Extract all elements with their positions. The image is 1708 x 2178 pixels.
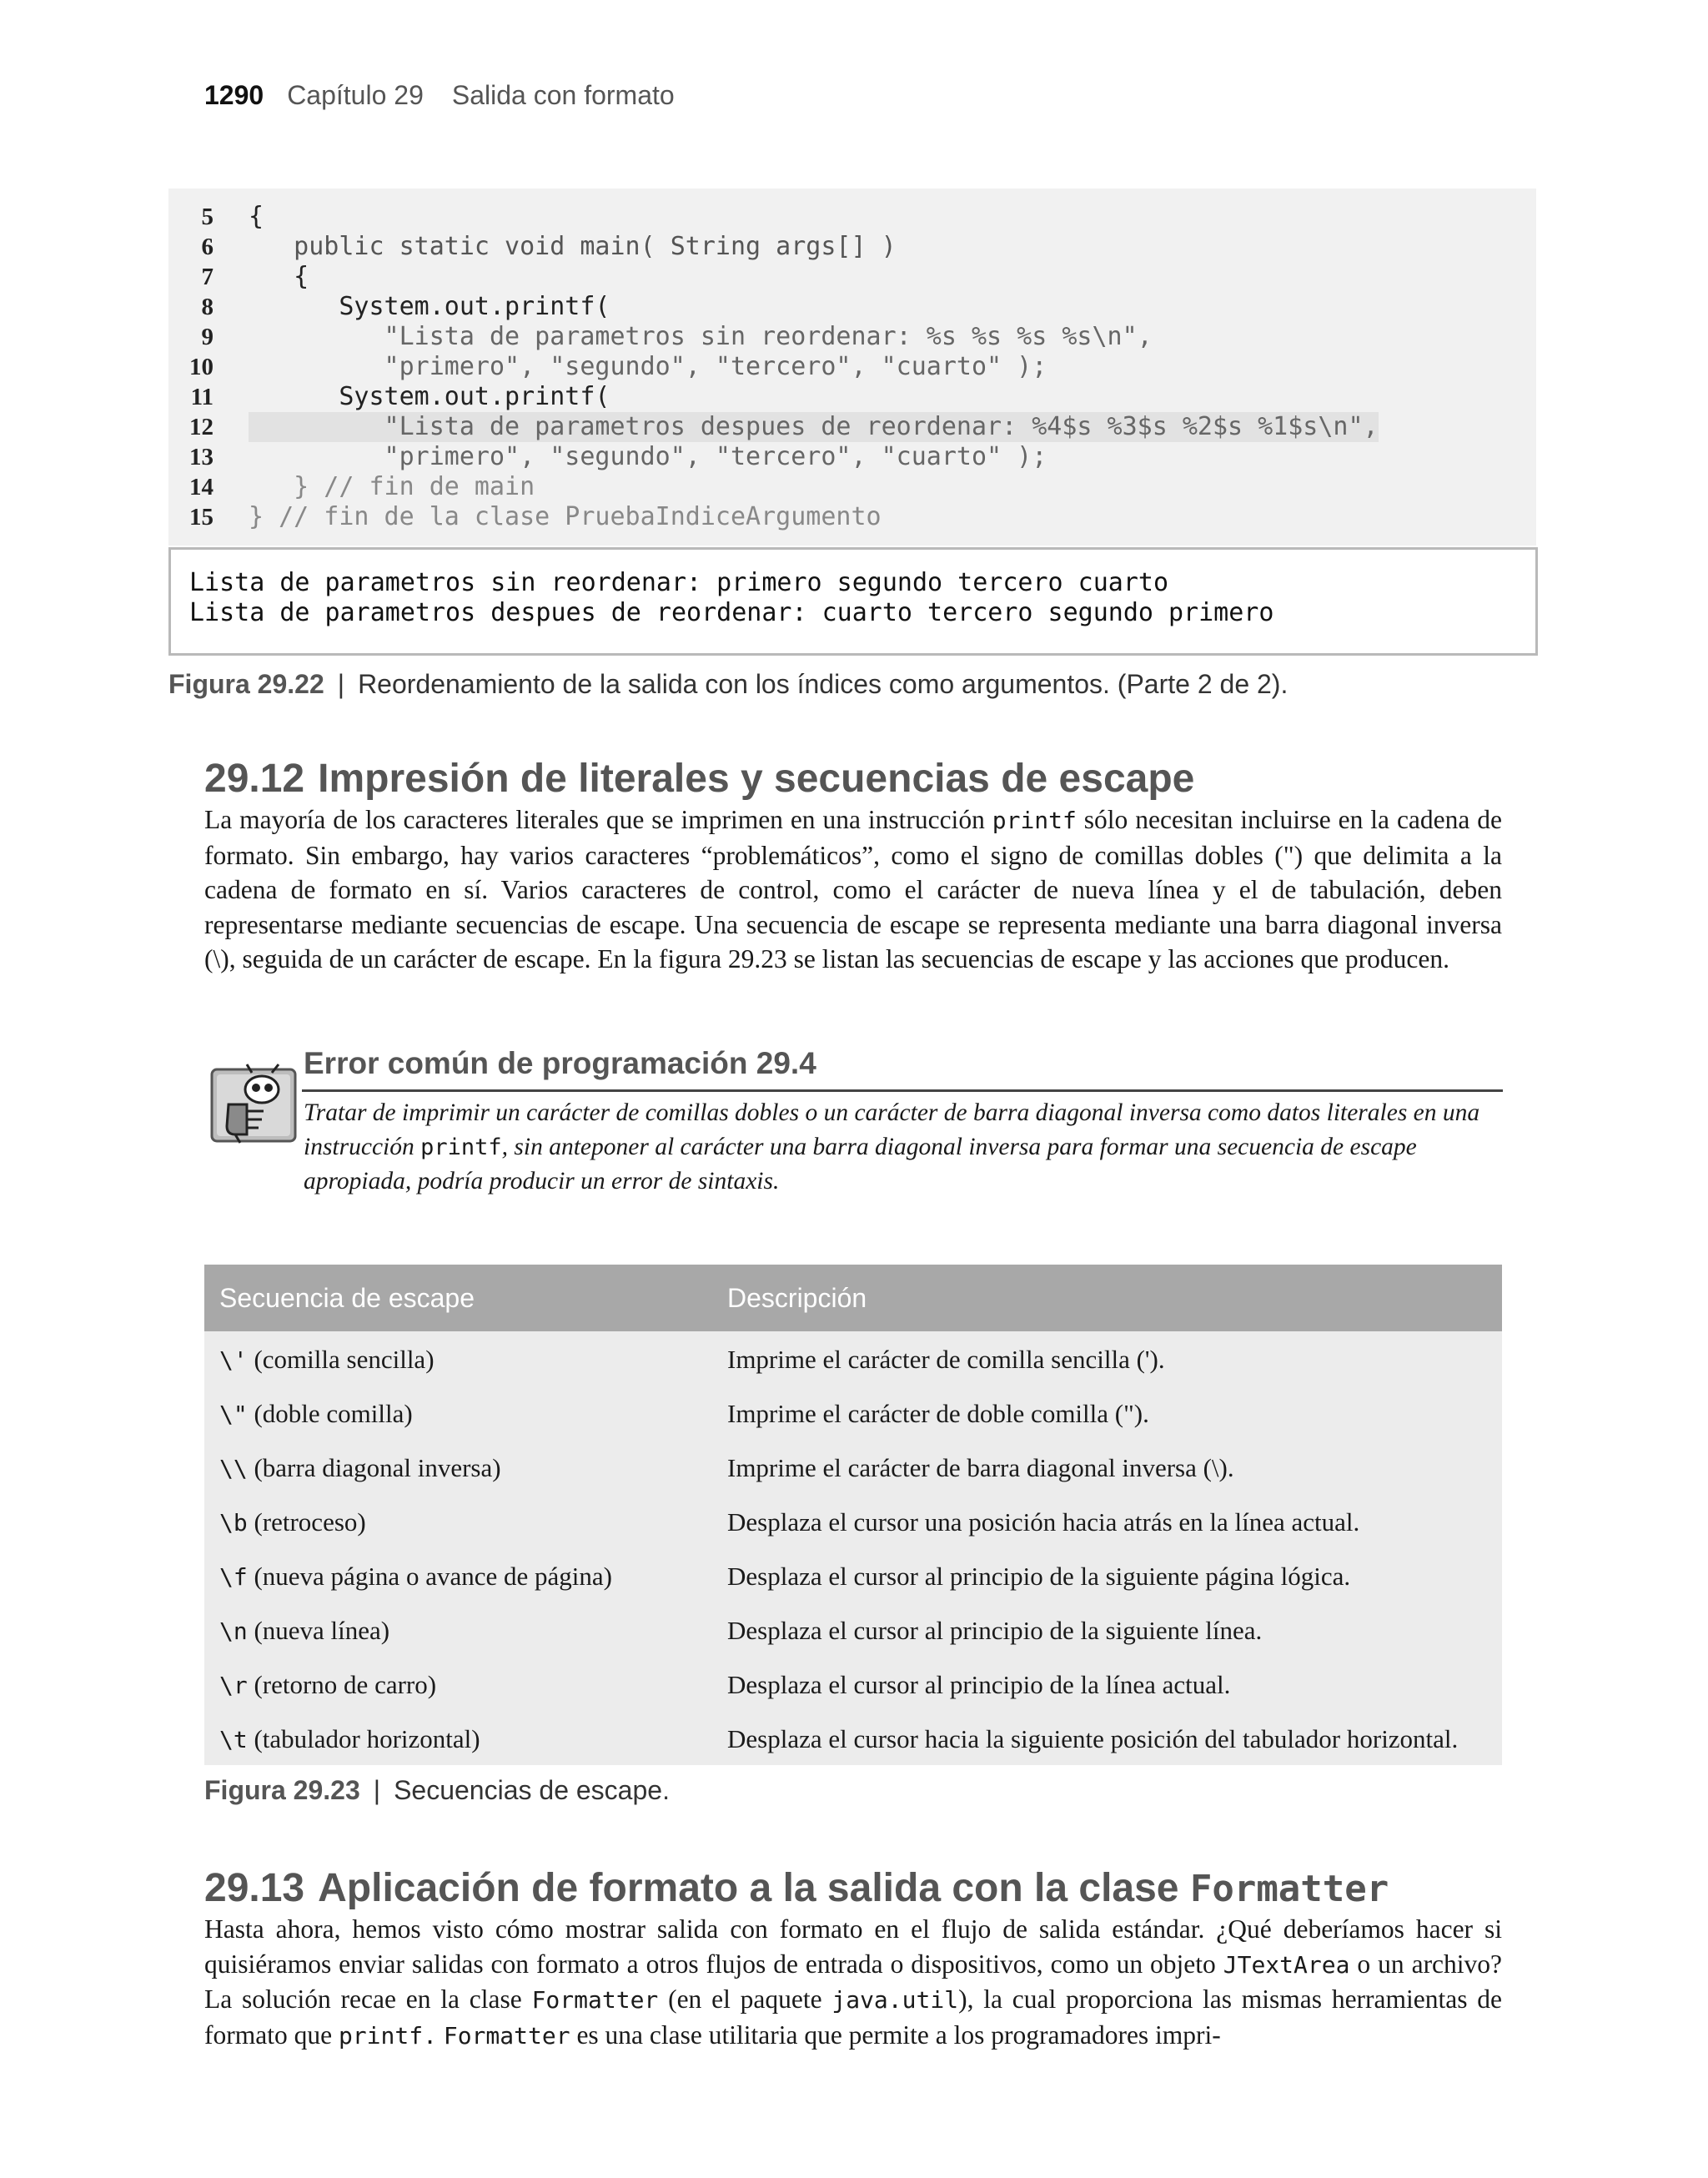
escape-cell <box>219 1507 366 1537</box>
body-paragraph <box>204 1912 1502 2053</box>
paragraph-text: ), la cual proporciona las mismas herramientas de formato que <box>204 1984 1503 2050</box>
line-number: 10 <box>189 354 214 380</box>
inline-code: printf <box>992 807 1077 834</box>
description-cell: Imprime el carácter de comilla sencilla ('). <box>727 1345 1165 1374</box>
line-number: 8 <box>201 294 214 320</box>
tip-text <box>304 1096 1503 1199</box>
column-header: Descripción <box>727 1283 867 1313</box>
paragraph-text: (en el paquete <box>668 1984 822 2014</box>
figure-label: Figura 29.23 <box>204 1775 360 1805</box>
paragraph-text: es una clase utilitaria que permite a los programadores impri- <box>576 2020 1221 2050</box>
page-number: 1290 <box>204 80 264 110</box>
tip-text-part: , sin anteponer al carácter una barra diagonal inversa para formar una secuencia de escape apropiada, podría producir un error de sintaxis. <box>304 1134 1417 1195</box>
line-number: 13 <box>189 444 214 470</box>
inline-code: printf. <box>338 2021 437 2050</box>
program-output <box>168 547 1538 656</box>
inline-code: JTextArea <box>1223 1950 1350 1979</box>
chapter-label: Capítulo 29 <box>287 80 424 110</box>
escape-name: (tabulador horizontal) <box>254 1724 480 1753</box>
code-text: System.out.printf( <box>249 292 610 321</box>
line-number: 5 <box>201 204 214 230</box>
escape-name: (nueva página o avance de página) <box>254 1562 612 1591</box>
table-row <box>204 1711 1502 1765</box>
code-text: { <box>249 202 264 231</box>
inline-code: java.util <box>831 1986 959 2014</box>
paragraph-text: Hasta ahora, hemos visto cómo mostrar salida con formato en el flujo de salida estándar. ¿Qué deberíamos hacer si quisiéramos enviar salidas con formato a otros flujos de entrada o dispositivos, como un objeto <box>204 1914 1502 1979</box>
section-title: Impresión de literales y secuencias de escape <box>318 757 1195 801</box>
code-text: "primero", "segundo", "tercero", "cuarto" ); <box>249 352 1047 381</box>
caption-text: Secuencias de escape. <box>394 1775 670 1805</box>
table-row <box>204 1657 1502 1711</box>
section-title-code: Formatter <box>1189 1868 1389 1910</box>
code-listing <box>168 189 1536 546</box>
escape-code: \' <box>219 1346 248 1374</box>
section-title: Aplicación de formato a la salida con la clase <box>318 1866 1179 1910</box>
tip-text-part: Tratar de imprimir un carácter de comillas dobles o un carácter de barra diagonal inversa como datos literales en una instrucción <box>304 1099 1480 1160</box>
figure-label: Figura 29.22 <box>168 669 324 699</box>
line-number: 6 <box>201 234 214 260</box>
table-row <box>204 1494 1502 1548</box>
figure-caption <box>168 669 1288 700</box>
inline-code: printf <box>420 1134 502 1160</box>
escape-name: (barra diagonal inversa) <box>254 1453 501 1482</box>
inline-code: Formatter <box>531 1986 659 2014</box>
description-cell: Desplaza el cursor al principio de la siguiente línea. <box>727 1616 1263 1645</box>
code-text: System.out.printf( <box>249 382 610 411</box>
line-number: 15 <box>189 504 214 531</box>
tip-title: Error común de programación 29.4 <box>304 1046 816 1080</box>
escape-cell <box>219 1453 501 1483</box>
running-head <box>204 80 675 111</box>
escape-name: (nueva línea) <box>254 1616 390 1645</box>
escape-name: (retroceso) <box>254 1507 366 1537</box>
code-text: } // fin de main <box>249 472 535 501</box>
description-cell: Imprime el carácter de barra diagonal inversa (\). <box>727 1453 1234 1482</box>
escape-sequences-table <box>204 1265 1502 1765</box>
escape-code: \" <box>219 1401 248 1428</box>
escape-code: \t <box>219 1726 248 1753</box>
escape-cell <box>219 1399 413 1429</box>
caption-separator: | <box>373 1775 381 1805</box>
column-header: Secuencia de escape <box>219 1283 475 1313</box>
code-text-highlighted: "Lista de parametros despues de reordenar: %4$s %3$s %2$s %1$s\n", <box>249 412 1379 441</box>
escape-code: \\ <box>219 1455 248 1482</box>
code-text: { <box>249 262 309 291</box>
line-number: 14 <box>189 474 214 500</box>
section-number: 29.12 <box>204 757 305 801</box>
escape-cell <box>219 1616 389 1646</box>
output-line: Lista de parametros despues de reordenar: cuarto tercero segundo primero <box>189 598 1274 627</box>
escape-cell <box>219 1345 435 1375</box>
code-text: } // fin de la clase PruebaIndiceArgumento <box>249 502 882 531</box>
escape-code: \r <box>219 1672 248 1699</box>
table-row <box>204 1386 1502 1440</box>
escape-code: \n <box>219 1617 248 1645</box>
escape-name: (comilla sencilla) <box>254 1345 435 1374</box>
line-number: 11 <box>190 384 214 410</box>
section-number: 29.13 <box>204 1866 305 1910</box>
body-paragraph <box>204 802 1502 977</box>
paragraph-text: o un archivo? La solución recae en la clase <box>204 1949 1503 2014</box>
table-row <box>204 1548 1502 1602</box>
table-row <box>204 1602 1502 1657</box>
line-number: 7 <box>201 264 214 290</box>
section-heading <box>204 756 1194 802</box>
description-cell: Desplaza el cursor una posición hacia atrás en la línea actual. <box>727 1507 1360 1537</box>
code-text: "Lista de parametros sin reordenar: %s %s %s %s\n", <box>249 322 1153 351</box>
escape-cell <box>219 1724 480 1754</box>
line-number: 12 <box>189 414 214 440</box>
inline-code: Formatter <box>443 2021 570 2050</box>
paragraph-text: La mayoría de los caracteres literales que se imprimen en una instrucción <box>204 805 985 834</box>
table-row <box>204 1331 1502 1386</box>
escape-name: (doble comilla) <box>254 1399 413 1428</box>
figure-caption <box>204 1775 670 1806</box>
bug-thumbs-down-icon <box>210 1061 299 1146</box>
caption-text: Reordenamiento de la salida con los índices como argumentos. (Parte 2 de 2). <box>358 669 1289 699</box>
code-text: public static void main( String args[] ) <box>249 232 897 261</box>
description-cell: Desplaza el cursor al principio de la siguiente página lógica. <box>727 1562 1351 1591</box>
chapter-title: Salida con formato <box>451 80 675 110</box>
tip-divider <box>302 1089 1503 1092</box>
line-number: 9 <box>201 324 214 350</box>
escape-code: \f <box>219 1563 248 1591</box>
table-header <box>204 1265 1502 1331</box>
code-text: "primero", "segundo", "tercero", "cuarto" ); <box>249 442 1047 471</box>
section-heading <box>204 1865 1389 1911</box>
description-cell: Desplaza el cursor al principio de la línea actual. <box>727 1670 1231 1699</box>
description-cell: Imprime el carácter de doble comilla ("). <box>727 1399 1149 1428</box>
escape-cell <box>219 1670 436 1700</box>
escape-name: (retorno de carro) <box>254 1670 437 1699</box>
escape-code: \b <box>219 1509 248 1537</box>
escape-cell <box>219 1562 612 1592</box>
table-row <box>204 1440 1502 1494</box>
description-cell: Desplaza el cursor hacia la siguiente posición del tabulador horizontal. <box>727 1724 1459 1753</box>
output-line: Lista de parametros sin reordenar: primero segundo tercero cuarto <box>189 568 1168 597</box>
paragraph-text: sólo necesitan incluirse en la cadena de formato. Sin embargo, hay varios caracteres “problemáticos”, como el signo de comillas dobles (") que delimita a la cadena de formato en sí. Varios caracteres de control, como el carácter de nueva línea y el de tabulación, deben representarse mediante secuencias de escape. Una secuencia de escape se representa mediante una barra diagonal inversa (\), seguida de un carácter de escape. En la figura 29.23 se listan las secuencias de escape y las acciones que producen. <box>204 805 1503 973</box>
caption-separator: | <box>337 669 345 699</box>
